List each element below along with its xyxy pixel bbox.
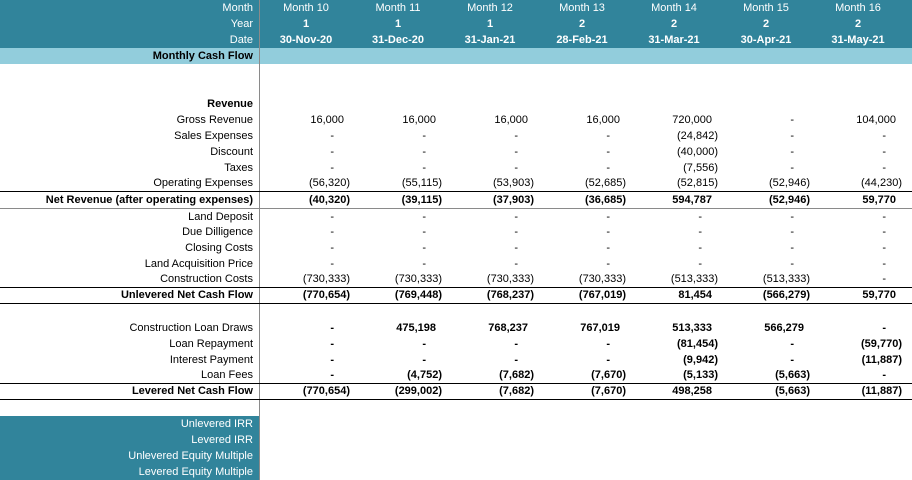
- table-cell[interactable]: (81,454): [677, 338, 718, 350]
- table-cell[interactable]: -: [606, 211, 610, 223]
- table-row: [0, 384, 912, 400]
- row-label[interactable]: Land Deposit: [0, 209, 260, 224]
- table-cell[interactable]: -: [790, 354, 794, 366]
- table-row: [0, 352, 912, 368]
- table-cell[interactable]: -: [514, 146, 518, 158]
- header-date-row: [0, 32, 912, 48]
- table-cell[interactable]: -: [790, 130, 794, 142]
- blank-label[interactable]: [0, 304, 260, 320]
- table-cell[interactable]: (4,752): [407, 369, 442, 381]
- table-cell[interactable]: 104,000: [856, 114, 896, 126]
- metric-row: [0, 464, 912, 480]
- table-row: [0, 224, 912, 240]
- table-cell[interactable]: -: [422, 242, 426, 254]
- table-cell[interactable]: (7,682): [499, 385, 534, 397]
- table-cell[interactable]: (299,002): [394, 385, 442, 397]
- table-cell[interactable]: (52,946): [769, 194, 810, 206]
- table-cell[interactable]: -: [514, 354, 518, 366]
- header-year-cell[interactable]: 2: [854, 18, 862, 30]
- table-cell[interactable]: -: [514, 226, 518, 238]
- row-label[interactable]: Land Acquisition Price: [0, 256, 260, 272]
- table-cell[interactable]: -: [514, 211, 518, 223]
- row-label[interactable]: Construction Loan Draws: [0, 320, 260, 336]
- header-date-cell[interactable]: 30-Apr-21: [740, 34, 792, 46]
- table-row: [0, 272, 912, 288]
- table-cell[interactable]: -: [422, 354, 426, 366]
- table-cell[interactable]: 59,770: [862, 194, 896, 206]
- table-cell[interactable]: (7,682): [499, 369, 534, 381]
- table-cell[interactable]: -: [606, 226, 610, 238]
- table-cell[interactable]: -: [698, 242, 702, 254]
- table-cell[interactable]: -: [790, 242, 794, 254]
- row-label[interactable]: Interest Payment: [0, 352, 260, 368]
- table-cell[interactable]: -: [330, 354, 334, 366]
- table-cell[interactable]: -: [606, 162, 610, 174]
- table-cell[interactable]: 720,000: [672, 114, 712, 126]
- row-label[interactable]: Gross Revenue: [0, 112, 260, 128]
- blank-row: [0, 64, 912, 80]
- table-row: [0, 240, 912, 256]
- table-cell[interactable]: (566,279): [762, 289, 810, 301]
- table-cell[interactable]: (24,842): [677, 130, 718, 142]
- table-cell[interactable]: -: [330, 146, 334, 158]
- table-row: [0, 176, 912, 192]
- header-year-cell[interactable]: 1: [486, 18, 494, 30]
- table-cell[interactable]: (40,000): [677, 146, 718, 158]
- table-cell[interactable]: (39,115): [401, 194, 442, 206]
- table-cell[interactable]: (53,903): [493, 177, 534, 189]
- table-cell[interactable]: (59,770): [861, 338, 902, 350]
- table-cell[interactable]: (7,670): [591, 385, 626, 397]
- table-cell[interactable]: -: [882, 130, 886, 142]
- table-cell[interactable]: -: [330, 338, 334, 350]
- table-cell[interactable]: 59,770: [862, 289, 896, 301]
- blank-row: [0, 400, 912, 416]
- table-row: [0, 112, 912, 128]
- table-row: [0, 256, 912, 272]
- table-cell[interactable]: (55,115): [401, 177, 442, 189]
- table-cell[interactable]: -: [606, 354, 610, 366]
- table-cell[interactable]: -: [330, 242, 334, 254]
- header-month-row: [0, 0, 912, 16]
- header-month-cell[interactable]: Month 13: [559, 2, 605, 14]
- table-cell[interactable]: -: [606, 338, 610, 350]
- header-date-cell[interactable]: 31-Jan-21: [464, 34, 516, 46]
- table-cell[interactable]: 513,333: [672, 322, 712, 334]
- table-cell[interactable]: (5,133): [683, 369, 718, 381]
- header-month-cell[interactable]: Month 15: [743, 2, 789, 14]
- table-cell[interactable]: -: [330, 130, 334, 142]
- header-date-cell[interactable]: 28-Feb-21: [556, 34, 608, 46]
- table-cell[interactable]: -: [790, 226, 794, 238]
- table-cell[interactable]: (730,333): [578, 273, 626, 285]
- table-cell[interactable]: (7,556): [683, 162, 718, 174]
- revenue-heading-row: [0, 96, 912, 112]
- table-cell[interactable]: -: [330, 211, 334, 223]
- table-cell[interactable]: (11,887): [861, 354, 902, 366]
- table-cell[interactable]: 16,000: [310, 114, 344, 126]
- table-row: [0, 368, 912, 384]
- table-cell[interactable]: -: [790, 146, 794, 158]
- table-cell[interactable]: 475,198: [396, 322, 436, 334]
- table-cell[interactable]: (730,333): [486, 273, 534, 285]
- table-row: [0, 160, 912, 176]
- table-cell[interactable]: (770,654): [302, 385, 350, 397]
- table-cell[interactable]: -: [514, 162, 518, 174]
- table-cell[interactable]: -: [514, 258, 518, 270]
- table-cell[interactable]: -: [698, 226, 702, 238]
- header-date-cell[interactable]: 31-Mar-21: [648, 34, 700, 46]
- table-cell[interactable]: 81,454: [678, 289, 712, 301]
- table-cell[interactable]: -: [698, 258, 702, 270]
- table-cell[interactable]: -: [882, 146, 886, 158]
- blank-label[interactable]: [0, 64, 260, 80]
- header-year-row: [0, 16, 912, 32]
- table-cell[interactable]: 594,787: [672, 194, 712, 206]
- table-cell[interactable]: -: [422, 338, 426, 350]
- header-month-cell[interactable]: Month 11: [375, 2, 421, 14]
- row-label[interactable]: Unlevered Net Cash Flow: [0, 288, 260, 303]
- table-cell[interactable]: -: [514, 338, 518, 350]
- metric-row: [0, 432, 912, 448]
- table-cell[interactable]: 498,258: [672, 385, 712, 397]
- blank-label[interactable]: [0, 400, 260, 416]
- table-cell[interactable]: -: [422, 162, 426, 174]
- row-label[interactable]: Closing Costs: [0, 240, 260, 256]
- table-cell[interactable]: 16,000: [586, 114, 620, 126]
- table-cell[interactable]: -: [790, 338, 794, 350]
- table-cell[interactable]: -: [606, 146, 610, 158]
- table-row: [0, 320, 912, 336]
- table-cell[interactable]: (5,663): [775, 369, 810, 381]
- table-cell[interactable]: (730,333): [394, 273, 442, 285]
- table-cell[interactable]: (44,230): [861, 177, 902, 189]
- header-date-cell[interactable]: 31-Dec-20: [372, 34, 424, 46]
- table-cell[interactable]: -: [606, 242, 610, 254]
- table-cell[interactable]: (767,019): [578, 289, 626, 301]
- table-cell[interactable]: (768,237): [486, 289, 534, 301]
- table-cell[interactable]: 768,237: [488, 322, 528, 334]
- table-cell[interactable]: -: [882, 258, 886, 270]
- table-cell[interactable]: -: [422, 146, 426, 158]
- table-cell[interactable]: -: [882, 273, 886, 285]
- table-cell[interactable]: (513,333): [670, 273, 718, 285]
- section-title-row: [0, 48, 912, 64]
- row-label[interactable]: Construction Costs: [0, 272, 260, 287]
- unlevered-irr-label[interactable]: Unlevered IRR: [0, 416, 260, 432]
- row-label[interactable]: Taxes: [0, 160, 260, 176]
- table-cell[interactable]: -: [882, 242, 886, 254]
- table-cell[interactable]: -: [330, 226, 334, 238]
- row-label[interactable]: Loan Fees: [0, 368, 260, 383]
- table-cell[interactable]: -: [422, 130, 426, 142]
- row-label[interactable]: Operating Expenses: [0, 176, 260, 191]
- table-row: [0, 128, 912, 144]
- header-year-cell[interactable]: 2: [578, 18, 586, 30]
- table-cell[interactable]: (56,320): [309, 177, 350, 189]
- table-cell[interactable]: -: [790, 211, 794, 223]
- table-row: [0, 144, 912, 160]
- table-cell[interactable]: (52,685): [585, 177, 626, 189]
- blank-row: [0, 304, 912, 320]
- table-row: [0, 208, 912, 224]
- revenue-heading[interactable]: Revenue: [0, 96, 260, 112]
- table-cell[interactable]: -: [330, 162, 334, 174]
- header-year-cell[interactable]: 1: [302, 18, 310, 30]
- header-year-cell[interactable]: 2: [762, 18, 770, 30]
- table-cell[interactable]: -: [422, 226, 426, 238]
- header-month-cell[interactable]: Month 16: [835, 2, 881, 14]
- table-cell[interactable]: -: [790, 162, 794, 174]
- table-cell[interactable]: (52,946): [769, 177, 810, 189]
- table-cell[interactable]: -: [330, 369, 334, 381]
- table-cell[interactable]: 16,000: [494, 114, 528, 126]
- table-cell[interactable]: (5,663): [775, 385, 810, 397]
- table-cell[interactable]: -: [422, 211, 426, 223]
- header-month-cell[interactable]: Month 10: [283, 2, 329, 14]
- header-year-cell[interactable]: 2: [670, 18, 678, 30]
- row-label[interactable]: Loan Repayment: [0, 336, 260, 352]
- table-cell[interactable]: (769,448): [394, 289, 442, 301]
- header-date-cell[interactable]: 30-Nov-20: [279, 34, 333, 46]
- header-year-cell[interactable]: 1: [394, 18, 402, 30]
- row-label[interactable]: Net Revenue (after operating expenses): [0, 192, 260, 208]
- row-label[interactable]: Sales Expenses: [0, 128, 260, 144]
- table-cell[interactable]: -: [790, 114, 794, 126]
- table-cell[interactable]: -: [330, 322, 334, 334]
- blank-label[interactable]: [0, 80, 260, 96]
- month-label[interactable]: Month: [0, 0, 260, 16]
- levered-irr-label[interactable]: Levered IRR: [0, 432, 260, 448]
- table-cell[interactable]: (52,815): [677, 177, 718, 189]
- table-row: [0, 336, 912, 352]
- row-label[interactable]: Discount: [0, 144, 260, 160]
- table-cell[interactable]: -: [882, 162, 886, 174]
- table-cell[interactable]: -: [882, 211, 886, 223]
- table-cell[interactable]: 767,019: [580, 322, 620, 334]
- table-cell[interactable]: 566,279: [764, 322, 804, 334]
- table-row: [0, 288, 912, 304]
- table-cell[interactable]: (36,685): [585, 194, 626, 206]
- header-month-cell[interactable]: Month 14: [651, 2, 697, 14]
- table-cell[interactable]: -: [606, 258, 610, 270]
- table-cell[interactable]: (37,903): [493, 194, 534, 206]
- table-cell[interactable]: (9,942): [683, 354, 718, 366]
- row-label[interactable]: Levered Net Cash Flow: [0, 384, 260, 399]
- table-cell[interactable]: -: [422, 258, 426, 270]
- table-cell[interactable]: -: [514, 130, 518, 142]
- table-cell[interactable]: 16,000: [402, 114, 436, 126]
- table-cell[interactable]: (513,333): [762, 273, 810, 285]
- unlevered-equity-multiple-label[interactable]: Unlevered Equity Multiple: [0, 448, 260, 464]
- row-label[interactable]: Due Dilligence: [0, 224, 260, 240]
- metric-row: [0, 416, 912, 432]
- table-cell[interactable]: -: [790, 258, 794, 270]
- table-cell[interactable]: (730,333): [302, 273, 350, 285]
- table-cell[interactable]: -: [882, 369, 886, 381]
- levered-equity-multiple-label[interactable]: Levered Equity Multiple: [0, 464, 260, 480]
- metric-row: [0, 448, 912, 464]
- table-cell[interactable]: -: [330, 258, 334, 270]
- table-cell[interactable]: -: [606, 130, 610, 142]
- table-cell[interactable]: (11,887): [861, 385, 902, 397]
- table-cell[interactable]: -: [514, 242, 518, 254]
- header-date-cell[interactable]: 31-May-21: [831, 34, 885, 46]
- date-label[interactable]: Date: [0, 32, 260, 48]
- blank-row: [0, 80, 912, 96]
- table-row: [0, 192, 912, 208]
- table-cell[interactable]: -: [698, 211, 702, 223]
- table-cell[interactable]: (7,670): [591, 369, 626, 381]
- table-cell[interactable]: (40,320): [309, 194, 350, 206]
- header-month-cell[interactable]: Month 12: [467, 2, 513, 14]
- table-cell[interactable]: (770,654): [302, 289, 350, 301]
- year-label[interactable]: Year: [0, 16, 260, 32]
- section-title[interactable]: Monthly Cash Flow: [0, 48, 260, 64]
- table-cell[interactable]: -: [882, 322, 886, 334]
- table-cell[interactable]: -: [882, 226, 886, 238]
